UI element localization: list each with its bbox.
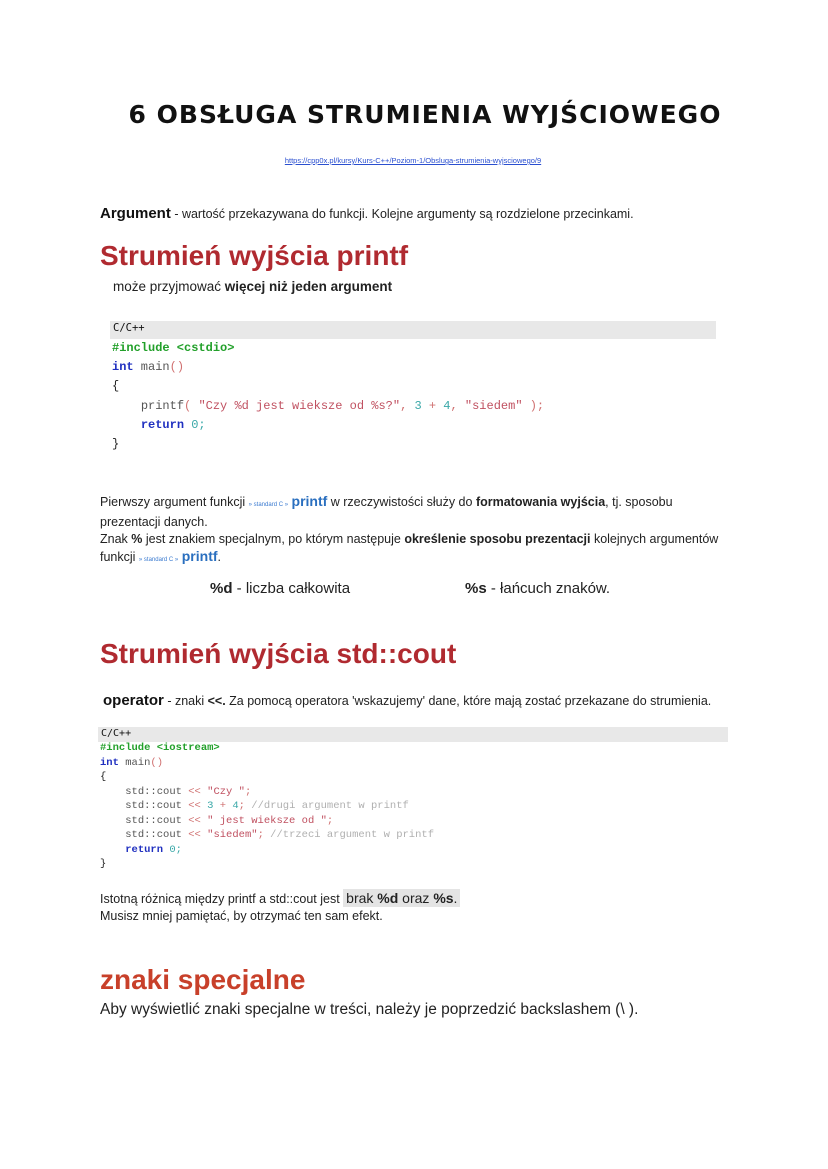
standard-c-tag: » standard C »	[138, 557, 179, 563]
source-link[interactable]: https://cpp0x.pl/kursy/Kurs-C++/Poziom-1/Obsluga-strumienia-wyjsciowego/9	[284, 156, 542, 165]
argument-term: Argument	[100, 205, 171, 222]
standard-c-tag: » standard C »	[248, 502, 289, 508]
heading-printf: Strumień wyjścia printf	[100, 240, 409, 271]
code-block-printf: #include <cstdio> int main() { printf( "Czy %d jest wieksze od %s?", 3 + 4, "siedem" ); return 0; }	[112, 341, 545, 452]
code-lang-label: C/C++	[110, 321, 716, 339]
highlighted-note: brak %d oraz %s.	[343, 889, 460, 907]
heading-special-chars: znaki specjalne	[100, 964, 306, 995]
format-s: %s - łańcuch znaków.	[465, 580, 611, 597]
page-title: 6 OBSŁUGA STRUMIENIA WYJŚCIOWEGO	[128, 100, 722, 129]
argument-definition: Argument - wartość przekazywana do funkcji. Kolejne argumenty są rozdzielone przecinkami.	[100, 205, 634, 222]
format-d: %d - liczba całkowita	[210, 580, 351, 597]
printf-subtitle: może przyjmować więcej niż jeden argument	[113, 279, 393, 294]
heading-cout: Strumień wyjścia std::cout	[100, 638, 457, 669]
code-lang-label: C/C++	[98, 727, 728, 742]
operator-definition: operator - znaki <<. Za pomocą operatora 'wskazujemy' dane, które mają zostać przekazane do strumienia.	[103, 692, 712, 709]
difference-note: Istotną różnicą między printf a std::cout jest brak %d oraz %s. Musisz mniej pamiętać, by otrzymać ten sam efekt.	[100, 890, 460, 925]
code-block-cout: #include <iostream> int main() { std::cout << "Czy "; std::cout << 3 + 4; //drugi argument w printf std::cout << " jest wieksze od "; std::cout << "siedem"; //trzeci argument w printf return 0; }	[100, 742, 435, 870]
printf-explanation: Pierwszy argument funkcji » standard C » printf w rzeczywistości służy do formatowania wyjścia, tj. sposobu prezentacji danych. Znak % jest znakiem specjalnym, po którym następuje określenie sposobu prezentacji kolejnych argumentów funkcji » standard C » printf.	[100, 493, 719, 564]
printf-link[interactable]: printf	[291, 493, 328, 509]
special-chars-text: Aby wyświetlić znaki specjalne w treści, należy je poprzedzić backslashem (\ ).	[100, 1001, 639, 1018]
printf-link[interactable]: printf	[181, 548, 218, 564]
